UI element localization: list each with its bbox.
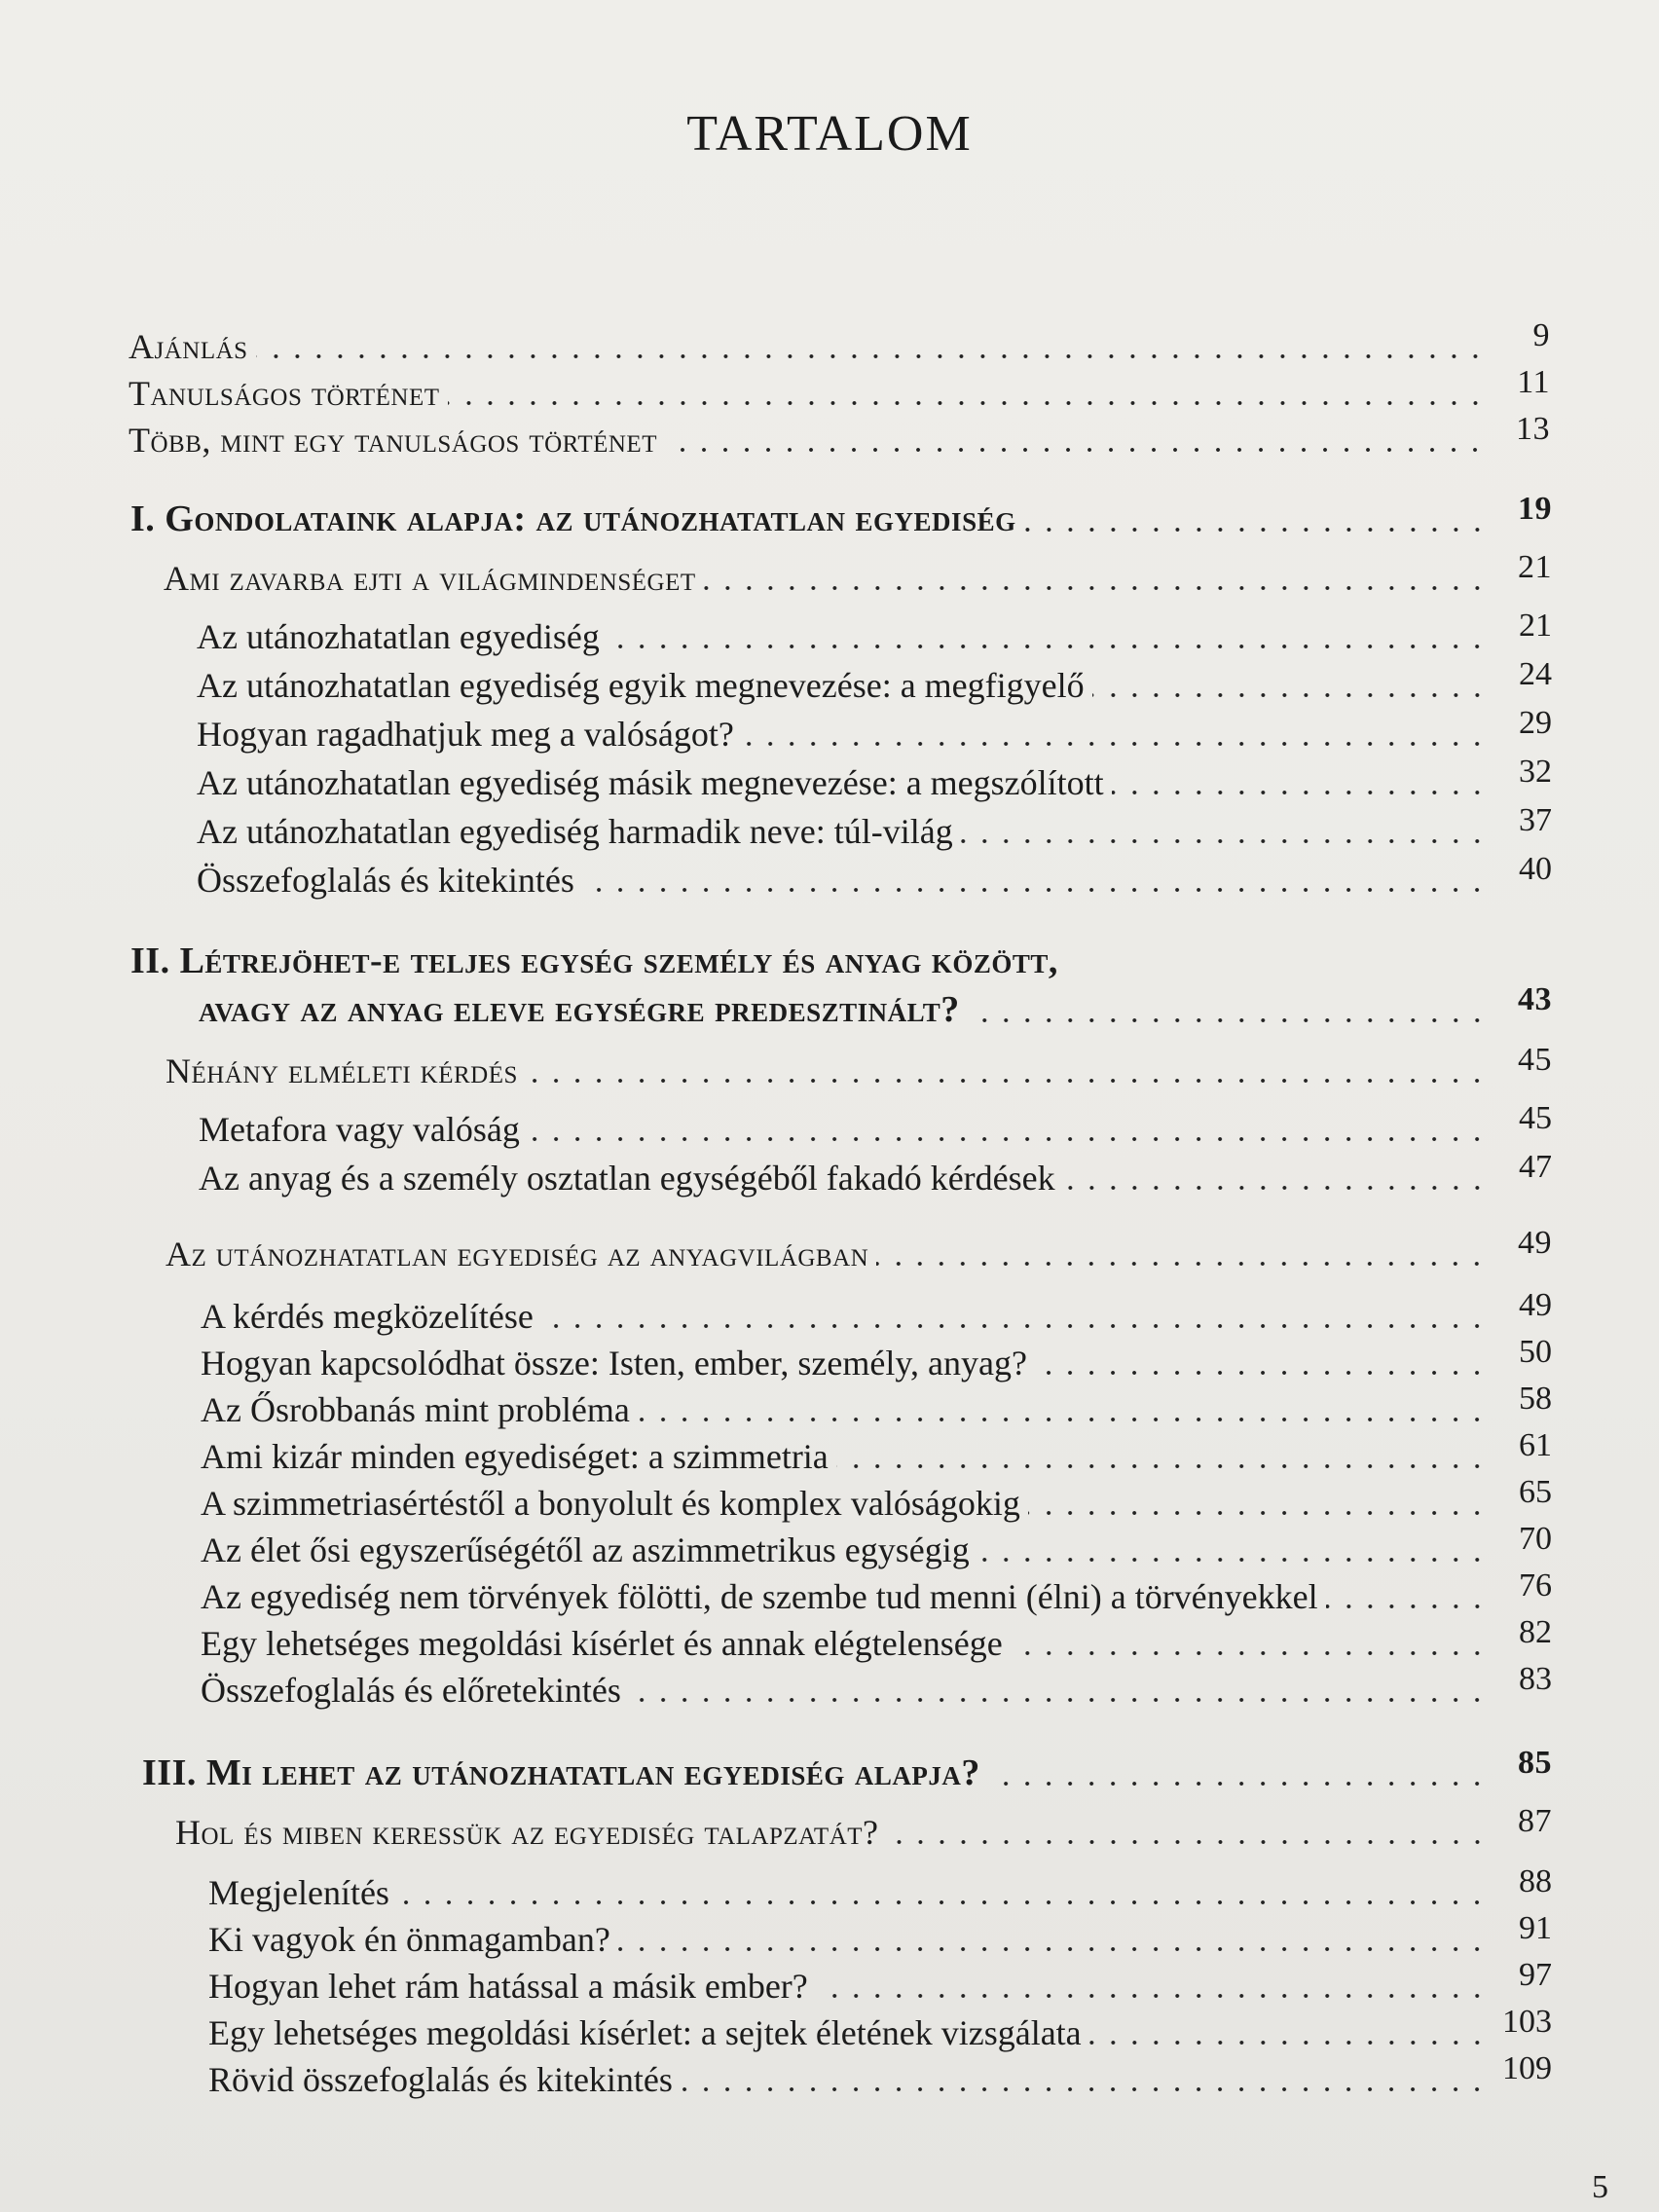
toc-entry-label: A kérdés megközelítése bbox=[201, 1297, 534, 1336]
toc-entry-label: Metafora vagy valóság bbox=[199, 1110, 520, 1149]
toc-entry-page: 43 bbox=[1518, 981, 1552, 1017]
dot-leader bbox=[742, 740, 1488, 748]
page-number: 5 bbox=[1592, 2169, 1608, 2205]
dot-leader bbox=[629, 1696, 1488, 1704]
toc-section bbox=[199, 1100, 1552, 1149]
toc-section bbox=[201, 1381, 1552, 1429]
toc-entry-label: Hogyan ragadhatjuk meg a valóságot? bbox=[197, 715, 734, 754]
dot-leader bbox=[582, 886, 1488, 894]
toc-section bbox=[208, 2050, 1552, 2099]
toc-section bbox=[208, 1910, 1552, 1959]
dot-leader bbox=[1035, 1369, 1488, 1377]
toc-entry-label: III. Mi lehet az utánozhatatlan egyediség alapja? bbox=[142, 1752, 980, 1793]
toc-entry-label: Hogyan lehet rám hatással a másik ember? bbox=[208, 1967, 808, 2006]
toc-entry-page: 32 bbox=[1519, 754, 1552, 790]
toc-part-heading-continued bbox=[199, 981, 1552, 1030]
dot-leader bbox=[1326, 1603, 1488, 1610]
toc-entry-label: Az egyediség nem törvények fölötti, de szembe tud menni (élni) a törvényekkel bbox=[201, 1577, 1318, 1616]
dot-leader bbox=[704, 584, 1488, 592]
toc-entry-label: Az utánozhatatlan egyediség az anyagvilágban bbox=[166, 1235, 869, 1273]
dot-leader bbox=[256, 352, 1486, 360]
toc-entry-label: Az anyag és a személy osztatlan egységéből fakadó kérdések bbox=[199, 1159, 1055, 1198]
toc-entry-label: Az utánozhatatlan egyediség bbox=[197, 617, 600, 656]
toc-entry-page: 40 bbox=[1519, 851, 1552, 887]
toc-section bbox=[201, 1287, 1552, 1336]
toc-section bbox=[201, 1427, 1552, 1476]
dot-leader bbox=[665, 446, 1486, 454]
toc-entry-page: 21 bbox=[1518, 549, 1552, 585]
dot-leader bbox=[1024, 526, 1488, 534]
toc-entry-label: II. Létrejöhet-e teljes egység személy és anyag között, bbox=[130, 940, 1058, 981]
toc-entry-label: Egy lehetséges megoldási kísérlet: a sejtek életének vizsgálata bbox=[208, 2013, 1082, 2052]
toc-chapter bbox=[164, 549, 1552, 598]
toc-section bbox=[201, 1614, 1552, 1663]
toc-section bbox=[199, 1149, 1552, 1198]
dot-leader bbox=[1092, 691, 1488, 699]
toc-entry-label: Ajánlás bbox=[129, 327, 248, 366]
toc-entry-label: Hogyan kapcsolódhat össze: Isten, ember, személy, anyag? bbox=[201, 1344, 1027, 1382]
toc-entry-page: 58 bbox=[1519, 1381, 1552, 1417]
dot-leader bbox=[961, 837, 1488, 845]
toc-entry-label: Hol és miben keressük az egyediség talapzatát? bbox=[175, 1813, 879, 1852]
toc-section bbox=[201, 1521, 1552, 1569]
toc-entry-page: 82 bbox=[1519, 1614, 1552, 1650]
toc-entry-label: Ami kizár minden egyediséget: a szimmetria bbox=[201, 1437, 829, 1476]
toc-entry-label: Több, mint egy tanulságos történet bbox=[129, 421, 657, 460]
toc-entry-page: 76 bbox=[1519, 1567, 1552, 1604]
dot-leader bbox=[1112, 789, 1488, 796]
page-title: TARTALOM bbox=[686, 106, 973, 162]
dot-leader bbox=[836, 1462, 1488, 1470]
dot-leader bbox=[968, 1016, 1488, 1024]
dot-leader bbox=[1028, 1509, 1488, 1517]
toc-entry-page: 24 bbox=[1519, 656, 1552, 692]
toc-entry-page: 29 bbox=[1519, 705, 1552, 741]
dot-leader bbox=[397, 1899, 1488, 1906]
toc-entry-label: Összefoglalás és kitekintés bbox=[197, 861, 574, 900]
dot-leader bbox=[816, 1992, 1488, 2000]
toc-entry-page: 9 bbox=[1532, 317, 1550, 353]
dot-leader bbox=[528, 1135, 1488, 1143]
toc-entry-page: 49 bbox=[1519, 1287, 1552, 1323]
toc-chapter bbox=[166, 1042, 1552, 1090]
toc-entry-label: Az Ősrobbanás mint probléma bbox=[201, 1390, 630, 1429]
toc-entry bbox=[129, 364, 1550, 413]
toc-entry-page: 45 bbox=[1518, 1042, 1552, 1078]
toc-entry-page: 97 bbox=[1519, 1957, 1552, 1993]
dot-leader bbox=[448, 399, 1486, 407]
toc-entry-label: Az utánozhatatlan egyediség egyik megnevezése: a megfigyelő bbox=[197, 666, 1085, 705]
toc-entry-label: Rövid összefoglalás és kitekintés bbox=[208, 2060, 673, 2099]
toc-chapter bbox=[175, 1803, 1552, 1852]
toc-entry-page: 19 bbox=[1518, 491, 1552, 527]
toc-entry-page: 85 bbox=[1518, 1745, 1552, 1781]
toc-section bbox=[197, 851, 1552, 900]
dot-leader bbox=[988, 1780, 1488, 1788]
dot-leader bbox=[618, 1945, 1488, 1953]
toc-section bbox=[208, 2004, 1552, 2052]
dot-leader bbox=[876, 1260, 1488, 1268]
dot-leader bbox=[681, 2085, 1488, 2093]
toc-entry-page: 21 bbox=[1519, 608, 1552, 644]
toc-part-heading bbox=[130, 937, 1552, 981]
toc-entry-label: Ki vagyok én önmagamban? bbox=[208, 1920, 610, 1959]
toc-entry-page: 88 bbox=[1519, 1863, 1552, 1899]
toc-chapter bbox=[166, 1225, 1552, 1273]
toc-entry-page: 109 bbox=[1502, 2050, 1552, 2086]
toc-entry-label: Megjelenítés bbox=[208, 1873, 389, 1912]
toc-entry-label: Az utánozhatatlan egyediség harmadik neve: túl-világ bbox=[197, 812, 953, 851]
toc-entry bbox=[129, 411, 1550, 460]
toc-entry-page: 47 bbox=[1519, 1149, 1552, 1185]
toc-entry-label: avagy az anyag eleve egységre predesztinált? bbox=[199, 989, 960, 1030]
dot-leader bbox=[541, 1322, 1488, 1330]
toc-entry-page: 50 bbox=[1519, 1334, 1552, 1370]
toc-section bbox=[201, 1334, 1552, 1382]
toc-section bbox=[208, 1863, 1552, 1912]
toc-section bbox=[197, 754, 1552, 802]
toc-entry-label: Az utánozhatatlan egyediség másik megnevezése: a megszólított bbox=[197, 763, 1104, 802]
toc-entry-label: Ami zavarba ejti a világmindenséget bbox=[164, 559, 696, 598]
toc-section bbox=[197, 802, 1552, 851]
toc-entry-page: 83 bbox=[1519, 1661, 1552, 1697]
toc-entry-label: Egy lehetséges megoldási kísérlet és annak elégtelensége bbox=[201, 1624, 1003, 1663]
dot-leader bbox=[1089, 2039, 1488, 2046]
toc-entry-label: A szimmetriasértéstől a bonyolult és komplex valóságokig bbox=[201, 1484, 1020, 1523]
toc-entry-page: 11 bbox=[1517, 364, 1550, 400]
toc-entry-label: Tanulságos történet bbox=[129, 374, 440, 413]
toc-entry-page: 45 bbox=[1519, 1100, 1552, 1136]
toc-entry-page: 37 bbox=[1519, 802, 1552, 838]
toc-entry-label: Néhány elméleti kérdés bbox=[166, 1051, 518, 1090]
toc-entry-label: Összefoglalás és előretekintés bbox=[201, 1671, 621, 1710]
toc-entry-page: 13 bbox=[1516, 411, 1550, 447]
toc-entry-label: Az élet ősi egyszerűségétől az aszimmetrikus egységig bbox=[201, 1530, 970, 1569]
dot-leader bbox=[1011, 1649, 1488, 1657]
dot-leader bbox=[887, 1838, 1488, 1846]
toc-entry-page: 49 bbox=[1518, 1225, 1552, 1261]
toc-section bbox=[201, 1474, 1552, 1523]
toc-part-heading bbox=[130, 491, 1552, 539]
dot-leader bbox=[638, 1416, 1488, 1423]
toc-section bbox=[197, 608, 1552, 656]
toc-section bbox=[197, 705, 1552, 754]
toc-entry-page: 87 bbox=[1518, 1803, 1552, 1839]
toc-section bbox=[201, 1567, 1552, 1616]
toc-entry-page: 91 bbox=[1519, 1910, 1552, 1946]
toc-section bbox=[208, 1957, 1552, 2006]
toc-entry-page: 61 bbox=[1519, 1427, 1552, 1463]
dot-leader bbox=[526, 1077, 1488, 1085]
dot-leader bbox=[1063, 1184, 1488, 1192]
toc-entry-page: 65 bbox=[1519, 1474, 1552, 1510]
toc-entry-label: I. Gondolataink alapja: az utánozhatatlan egyediség bbox=[130, 498, 1016, 539]
toc-section bbox=[197, 656, 1552, 705]
toc-entry-page: 103 bbox=[1502, 2004, 1552, 2040]
toc-section bbox=[201, 1661, 1552, 1710]
toc-entry bbox=[129, 317, 1550, 366]
dot-leader bbox=[977, 1556, 1488, 1564]
toc-part-heading bbox=[142, 1745, 1552, 1793]
toc-entry-page: 70 bbox=[1519, 1521, 1552, 1557]
dot-leader bbox=[608, 643, 1488, 650]
